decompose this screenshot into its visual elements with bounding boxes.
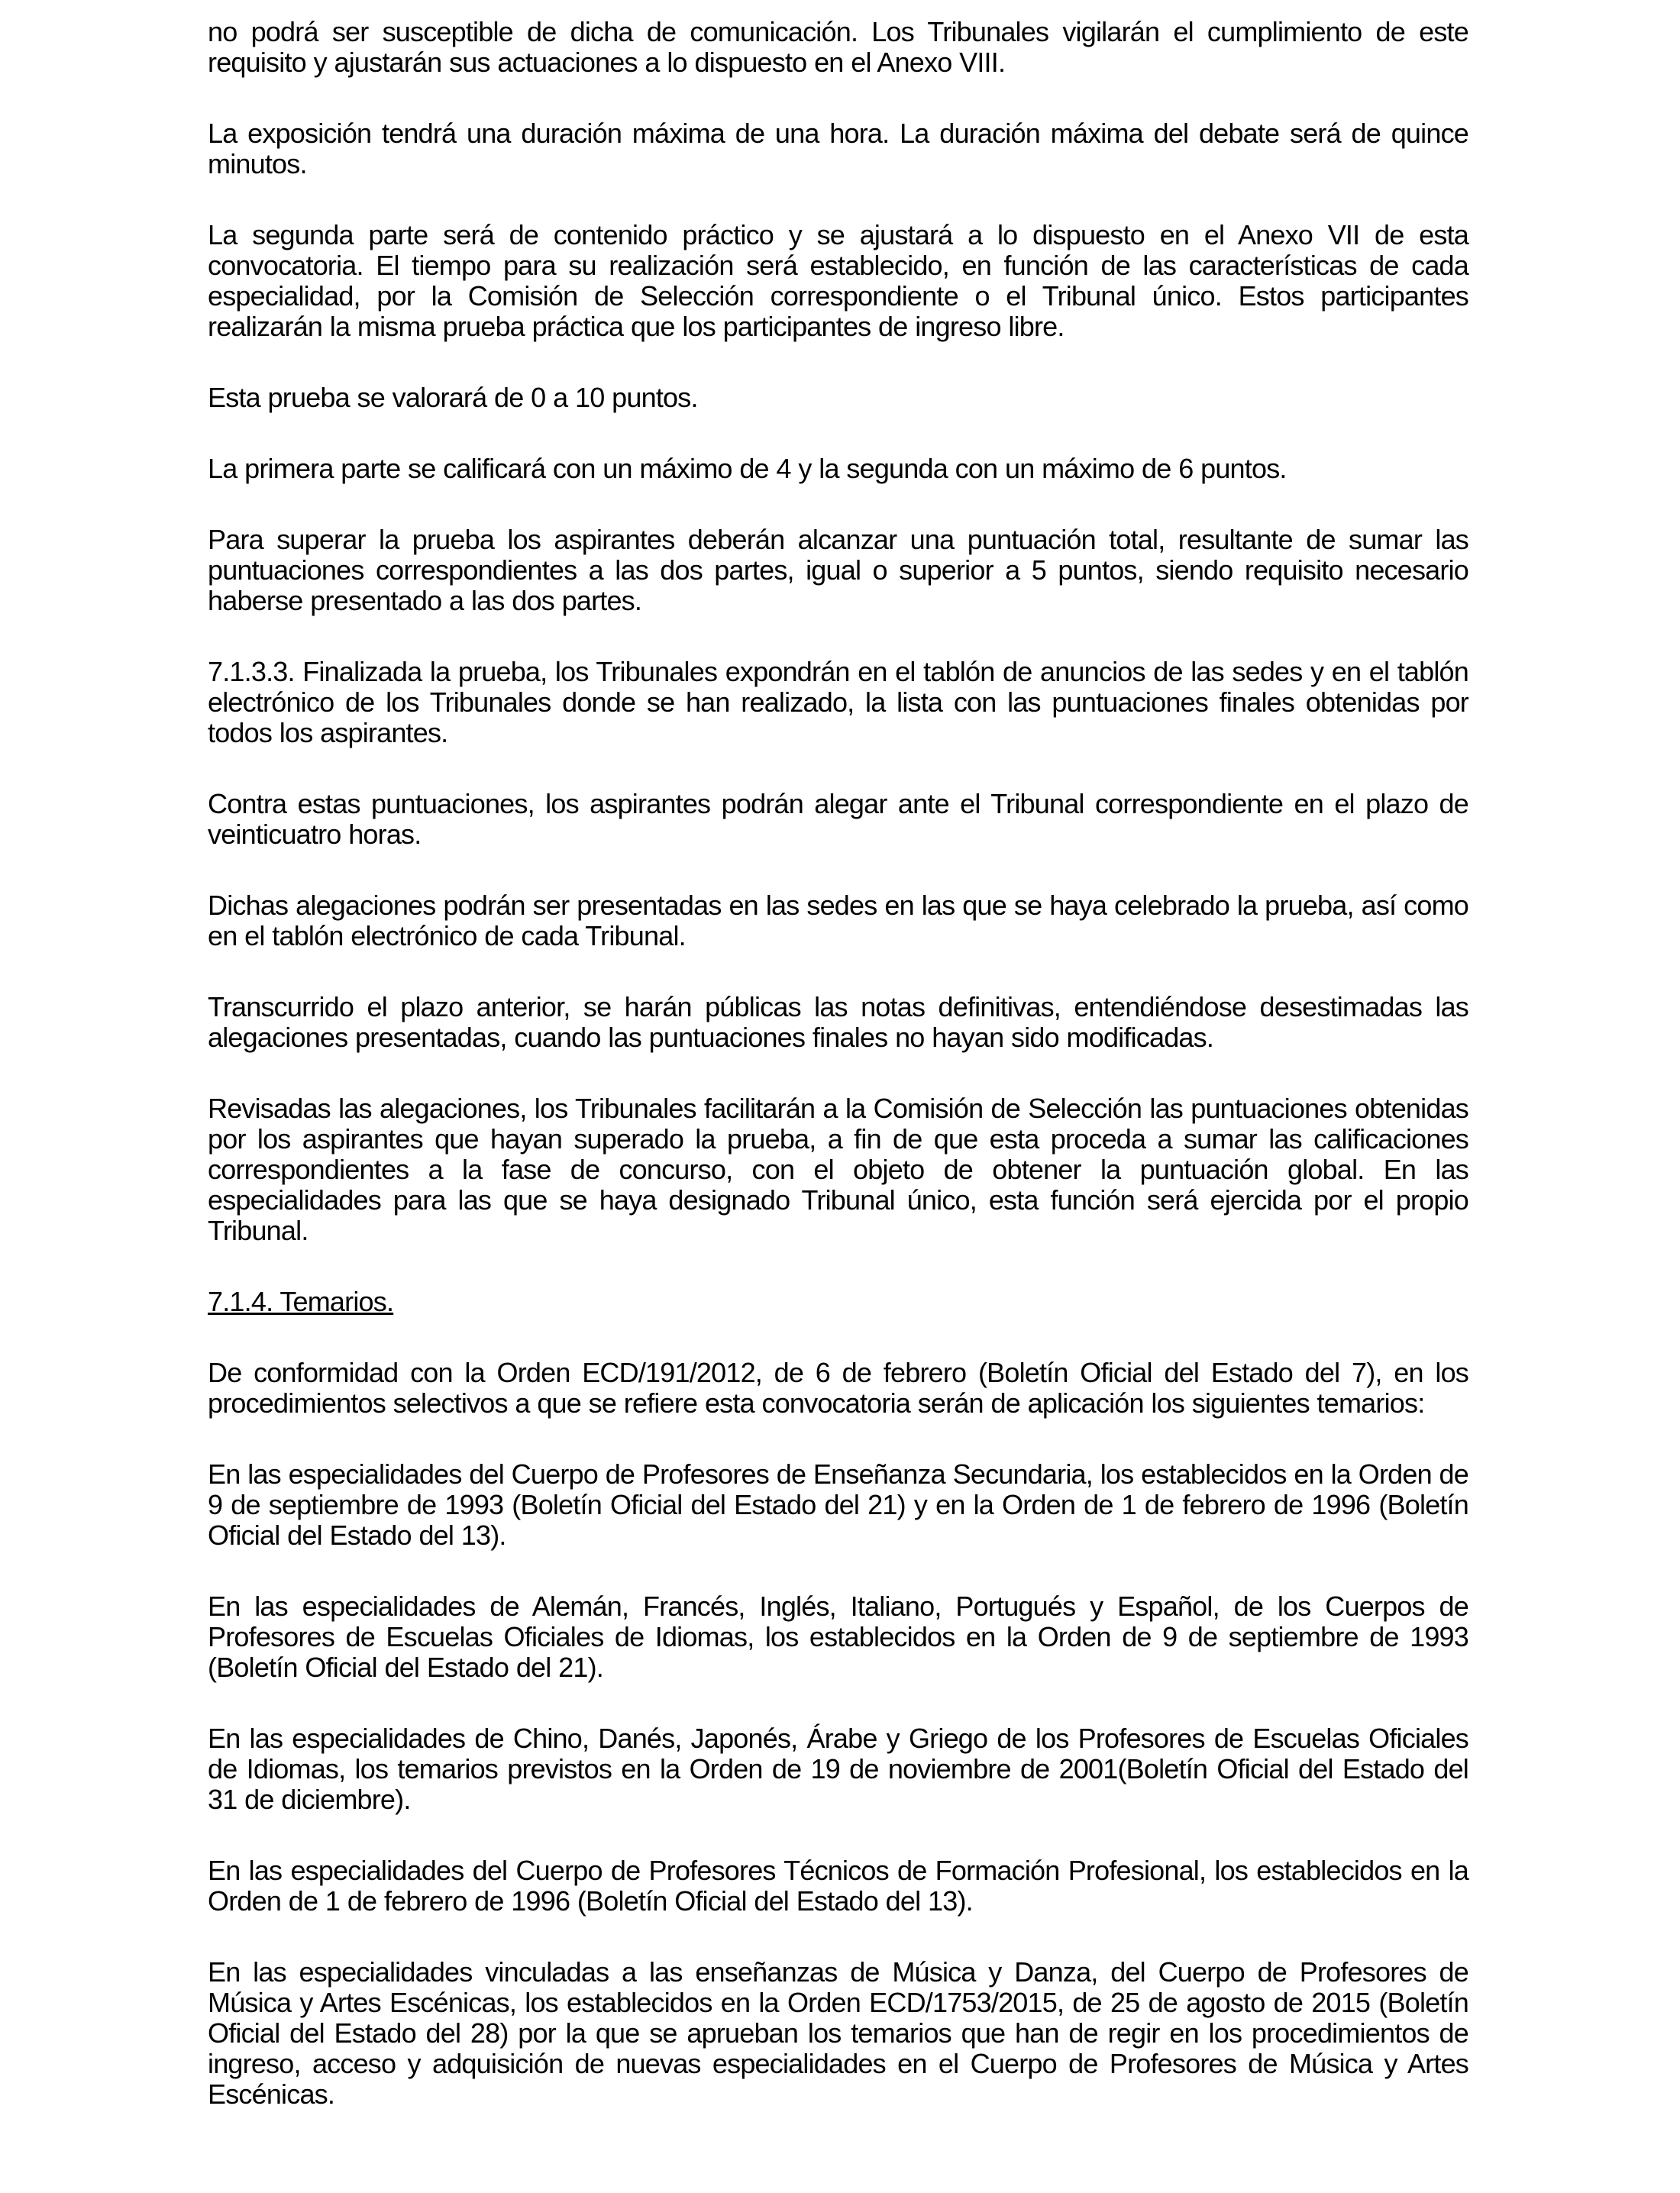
paragraph: La exposición tendrá una duración máxima de una hora. La duración máxima del debate será de quince minutos. [208,118,1468,179]
paragraph: En las especialidades del Cuerpo de Profesores de Enseñanza Secundaria, los establecidos en la Orden de 9 de septiembre de 1993 (Boletín Oficial del Estado del 21) y en la Orden de 1 de febrero de 1996 (Boletín Oficial del Estado del 13). [208,1458,1468,1551]
paragraph: En las especialidades del Cuerpo de Profesores Técnicos de Formación Profesional, los establecidos en la Orden de 1 de febrero de 1996 (Boletín Oficial del Estado del 13). [208,1855,1468,1917]
paragraph: Revisadas las alegaciones, los Tribunales facilitarán a la Comisión de Selección las puntuaciones obtenidas por los aspirantes que hayan superado la prueba, a fin de que esta proceda a sumar las calificaciones correspondientes a la fase de concurso, con el objeto de obtener la puntuación global. En las especialidades para las que se haya designado Tribunal único, esta función será ejercida por el propio Tribunal. [208,1093,1468,1246]
paragraph: La segunda parte será de contenido práctico y se ajustará a lo dispuesto en el Anexo VII de esta convocatoria. El tiempo para su realización será establecido, en función de las características de cada especialidad, por la Comisión de Selección correspondiente o el Tribunal único. Estos participantes realizarán la misma prueba práctica que los participantes de ingreso libre. [208,219,1468,342]
paragraph: En las especialidades de Alemán, Francés, Inglés, Italiano, Portugués y Español, de los Cuerpos de Profesores de Escuelas Oficiales de Idiomas, los establecidos en la Orden de 9 de septiembre de 1993 (Boletín Oficial del Estado del 21). [208,1591,1468,1683]
paragraph-continuation: no podrá ser susceptible de dicha de comunicación. Los Tribunales vigilarán el cumplimiento de este requisito y ajustarán sus actuaciones a lo dispuesto en el Anexo VIII. [208,16,1468,78]
paragraph: La primera parte se calificará con un máximo de 4 y la segunda con un máximo de 6 puntos. [208,453,1287,484]
section-heading-7-1-4-temarios: 7.1.4. Temarios. [208,1286,394,1317]
paragraph: Esta prueba se valorará de 0 a 10 puntos. [208,382,698,413]
paragraph: En las especialidades vinculadas a las enseñanzas de Música y Danza, del Cuerpo de Profesores de Música y Artes Escénicas, los establecidos en la Orden ECD/1753/2015, de 25 de agosto de 2015 (Boletín Oficial del Estado del 28) por la que se aprueban los temarios que han de regir en los procedimientos de ingreso, acceso y adquisición de nuevas especialidades en el Cuerpo de Profesores de Música y Artes Escénicas. [208,1956,1468,2110]
paragraph: En las especialidades de Chino, Danés, Japonés, Árabe y Griego de los Profesores de Escuelas Oficiales de Idiomas, los temarios previstos en la Orden de 19 de noviembre de 2001(Boletín Oficial del Estado del 31 de diciembre). [208,1723,1468,1815]
paragraph: De conformidad con la Orden ECD/191/2012, de 6 de febrero (Boletín Oficial del Estado del 7), en los procedimientos selectivos a que se refiere esta convocatoria serán de aplicación los siguientes temarios: [208,1357,1468,1419]
paragraph: Para superar la prueba los aspirantes deberán alcanzar una puntuación total, resultante de sumar las puntuaciones correspondientes a las dos partes, igual o superior a 5 puntos, siendo requisito necesario haberse presentado a las dos partes. [208,524,1468,616]
paragraph: Contra estas puntuaciones, los aspirantes podrán alegar ante el Tribunal correspondiente en el plazo de veinticuatro horas. [208,788,1468,850]
paragraph: Transcurrido el plazo anterior, se harán públicas las notas definitivas, entendiéndose desestimadas las alegaciones presentadas, cuando las puntuaciones finales no hayan sido modificadas. [208,991,1468,1053]
paragraph-numbered-7-1-3-3: 7.1.3.3. Finalizada la prueba, los Tribunales expondrán en el tablón de anuncios de las sedes y en el tablón electrónico de los Tribunales donde se han realizado, la lista con las puntuaciones finales obtenidas por todos los aspirantes. [208,656,1468,748]
paragraph: Dichas alegaciones podrán ser presentadas en las sedes en las que se haya celebrado la prueba, así como en el tablón electrónico de cada Tribunal. [208,890,1468,951]
